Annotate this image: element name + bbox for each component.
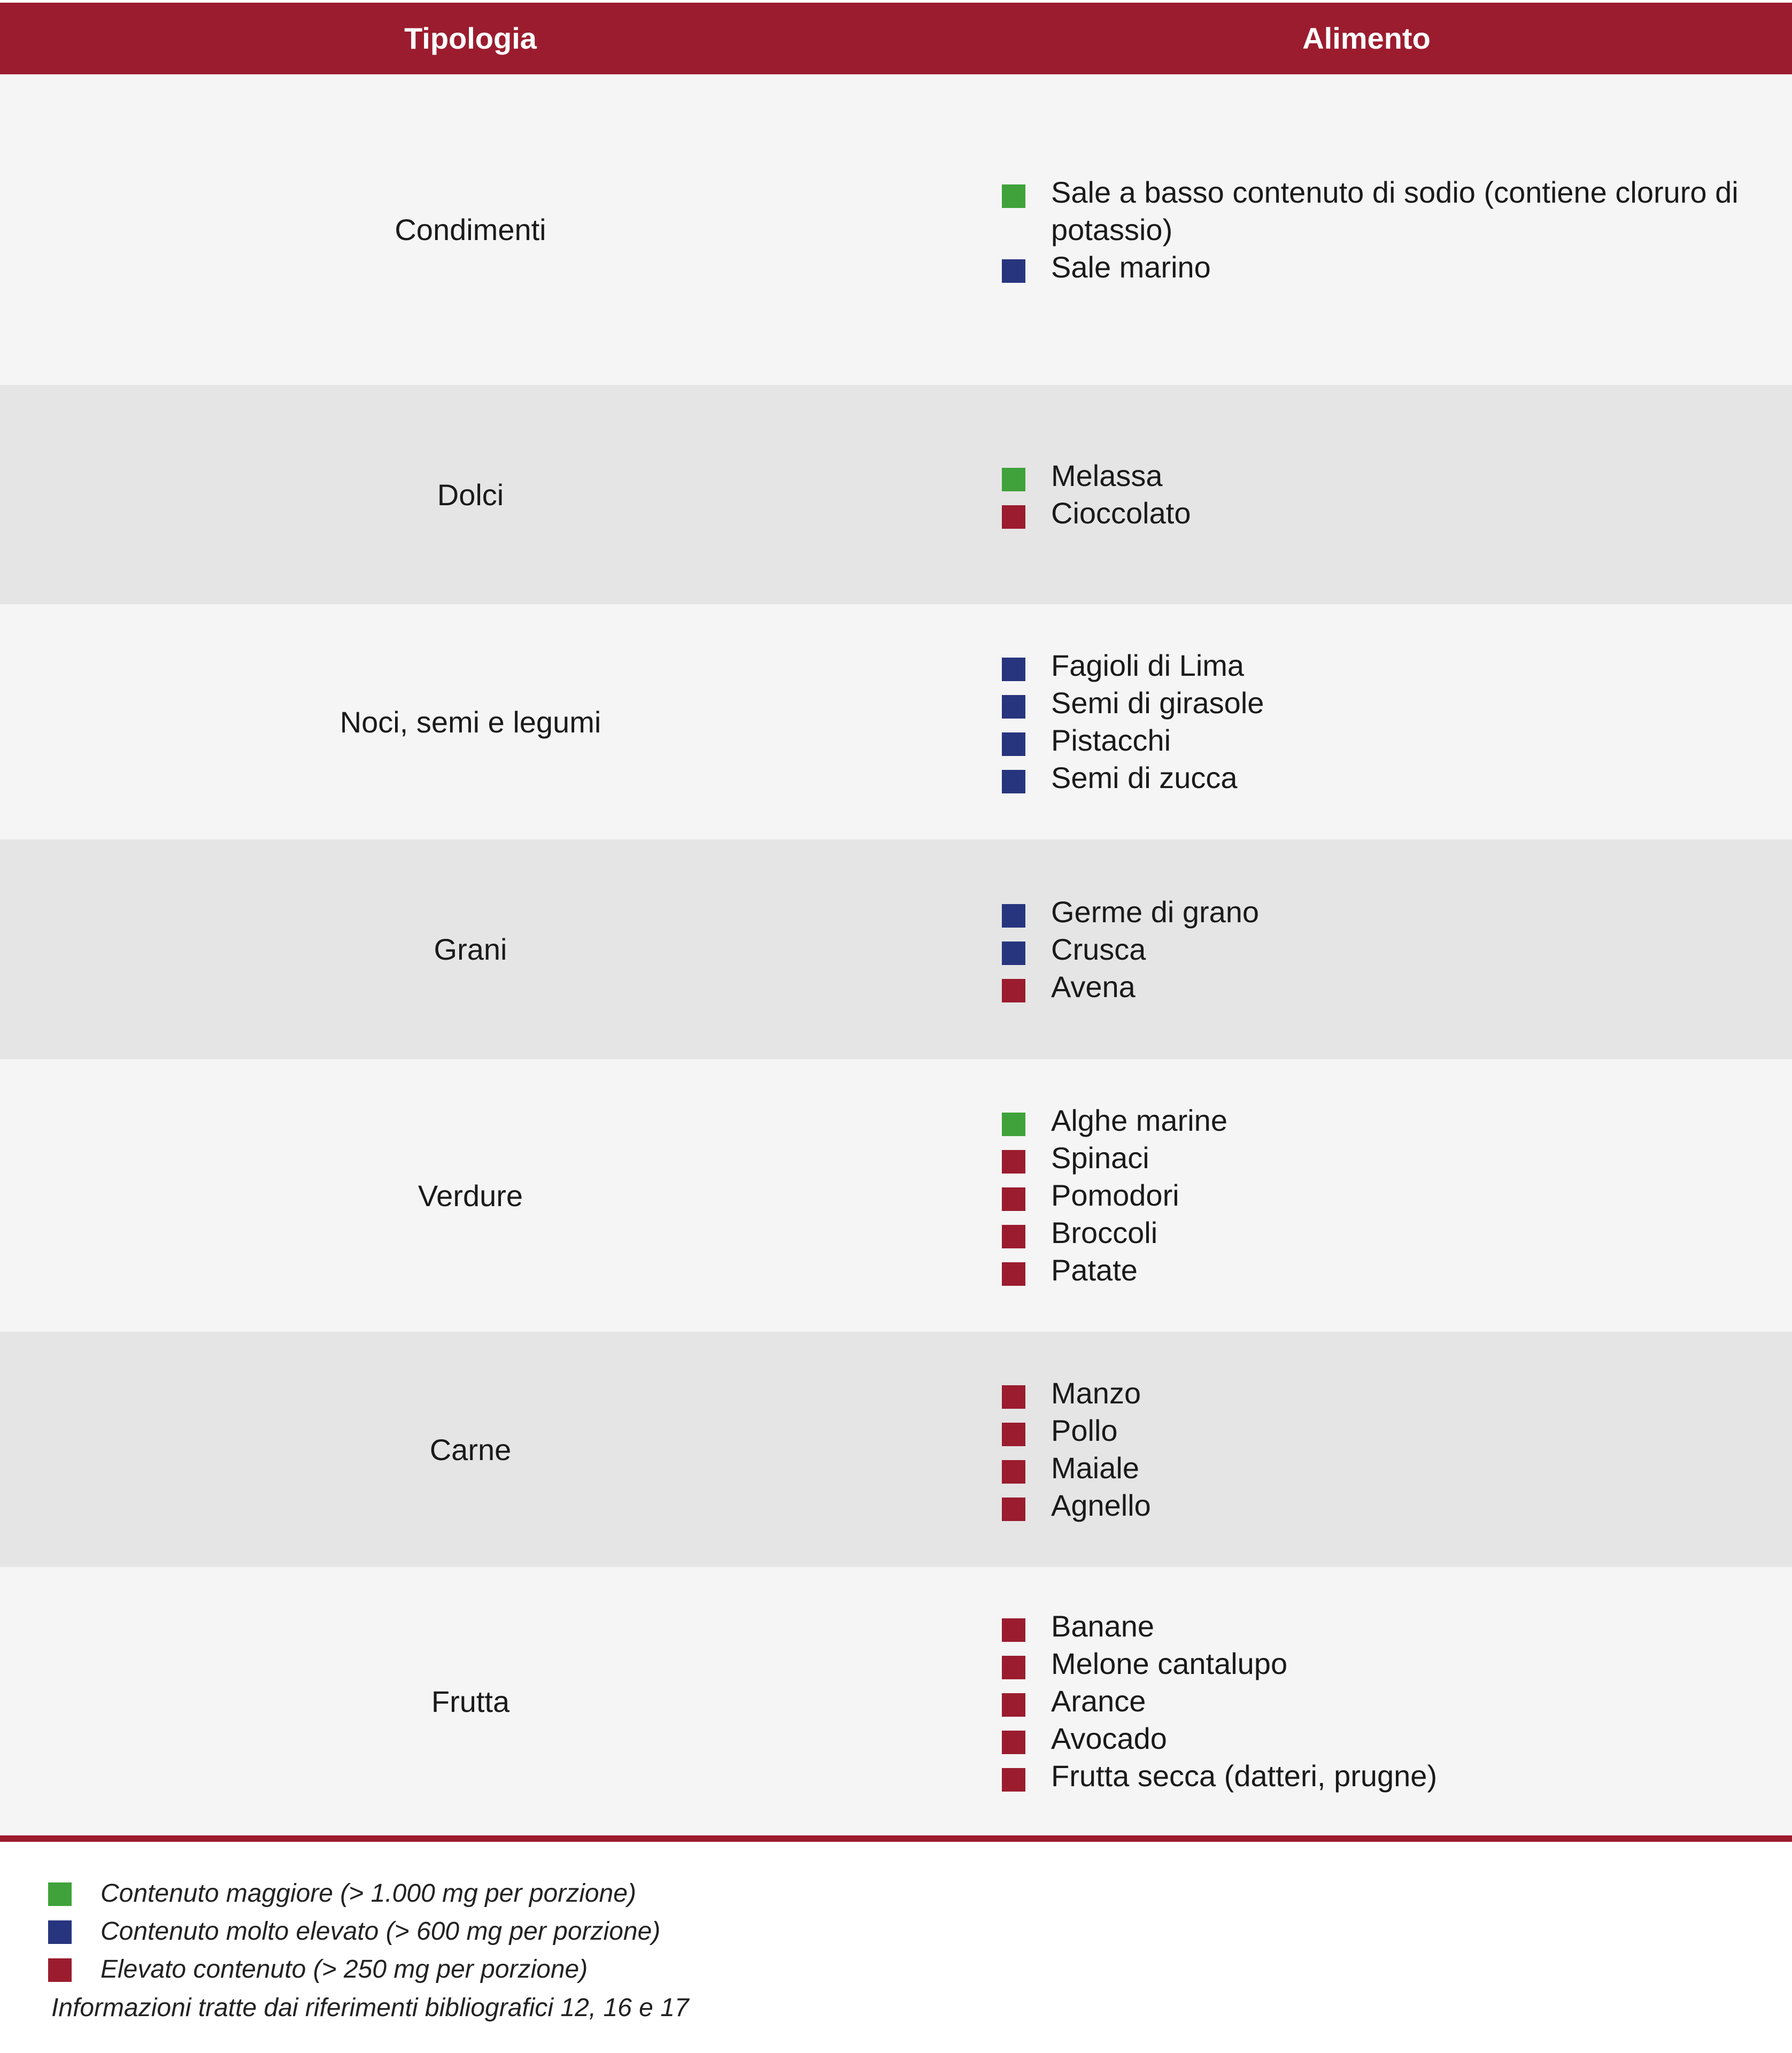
- table-row: [0, 839, 1792, 1059]
- list-item: [1002, 931, 1750, 968]
- level-square-icon: [1002, 1423, 1025, 1446]
- table-row: [0, 604, 1792, 839]
- level-square-icon: [1002, 695, 1025, 719]
- food-list: [1002, 1567, 1750, 1835]
- category-cell: Noci, semi e legumi: [339, 705, 601, 739]
- food-label: Fagioli di Lima: [1051, 649, 1245, 682]
- list-item: [1002, 249, 1750, 286]
- list-item: [1002, 1757, 1750, 1795]
- category-cell: Condimenti: [395, 213, 546, 246]
- list-item: [1002, 1720, 1750, 1757]
- level-square-icon: [1002, 184, 1025, 208]
- category-cell: Carne: [429, 1432, 512, 1467]
- list-item: [1002, 1214, 1750, 1252]
- header-alimento: Alimento: [1302, 21, 1431, 55]
- list-item: [1002, 457, 1750, 495]
- list-item: [1002, 1449, 1750, 1487]
- level-square-icon: [1002, 1187, 1025, 1211]
- category-cell: Frutta: [431, 1684, 510, 1718]
- list-item: [1002, 1177, 1750, 1214]
- food-label: Maiale: [1051, 1451, 1139, 1485]
- list-item: [1002, 893, 1750, 931]
- table-row: [0, 385, 1792, 604]
- level-square-icon: [1002, 1225, 1025, 1248]
- list-item: [1002, 722, 1750, 759]
- list-item: [1002, 1487, 1750, 1524]
- food-label: Germe di grano: [1051, 894, 1260, 929]
- food-label: Frutta secca (datteri, prugne): [1051, 1759, 1438, 1793]
- food-label: Semi di zucca: [1051, 761, 1238, 794]
- list-item: [1002, 968, 1750, 1006]
- food-label: Crusca: [1051, 932, 1146, 966]
- food-label: Avena: [1051, 969, 1136, 1004]
- level-square-icon: [1002, 505, 1025, 529]
- level-square-icon: [1002, 1113, 1025, 1136]
- source-note: Informazioni tratte dai riferimenti bibliografici 12, 16 e 17: [51, 1994, 689, 2022]
- legend-item: [48, 1874, 660, 1912]
- list-item: [1002, 759, 1750, 797]
- list-item: [1002, 1608, 1750, 1645]
- level-square-icon: [1002, 770, 1025, 793]
- list-item: [1002, 1412, 1750, 1449]
- food-label: Sale marino: [1051, 250, 1211, 284]
- food-label: Melone cantalupo: [1051, 1647, 1288, 1680]
- table-row: [0, 1332, 1792, 1567]
- food-label: Patate: [1051, 1253, 1138, 1287]
- food-label: Semi di girasole: [1051, 686, 1264, 720]
- list-item: [1002, 495, 1750, 532]
- food-label: Melassa: [1051, 459, 1163, 492]
- level-square-icon: [1002, 1768, 1025, 1792]
- table-bottom-divider: [0, 1835, 1792, 1842]
- food-list: [1002, 385, 1750, 604]
- legend-square-icon: [48, 1958, 72, 1982]
- food-list: [1002, 1332, 1750, 1567]
- level-square-icon: [1002, 658, 1025, 681]
- level-square-icon: [1002, 1150, 1025, 1174]
- table-row: [0, 1059, 1792, 1332]
- food-label: Pistacchi: [1051, 723, 1171, 757]
- legend-item: [48, 1912, 660, 1950]
- list-item: [1002, 1102, 1750, 1139]
- legend: [48, 1874, 660, 1988]
- list-item: [1002, 1252, 1750, 1289]
- food-label: Banane: [1051, 1609, 1155, 1643]
- level-square-icon: [1002, 1385, 1025, 1409]
- category-cell: Dolci: [437, 477, 504, 512]
- level-square-icon: [1002, 468, 1025, 491]
- level-square-icon: [1002, 1731, 1025, 1754]
- level-square-icon: [1002, 1656, 1025, 1679]
- category-cell: Verdure: [418, 1178, 523, 1213]
- food-list: [1002, 74, 1750, 385]
- food-label: Avocado: [1051, 1722, 1167, 1755]
- legend-square-icon: [48, 1920, 72, 1944]
- list-item: [1002, 1645, 1750, 1682]
- food-label: Agnello: [1051, 1488, 1151, 1522]
- level-square-icon: [1002, 1460, 1025, 1484]
- level-square-icon: [1002, 1262, 1025, 1286]
- list-item: [1002, 647, 1750, 684]
- list-item: [1002, 1139, 1750, 1177]
- table-row: [0, 74, 1792, 385]
- food-label: Broccoli: [1051, 1216, 1158, 1249]
- table-header: [0, 3, 1792, 74]
- category-cell: Grani: [434, 932, 507, 966]
- food-list: [1002, 839, 1750, 1059]
- legend-label: Elevato contenuto (> 250 mg per porzione): [101, 1955, 588, 1983]
- level-square-icon: [1002, 259, 1025, 283]
- list-item: [1002, 684, 1750, 722]
- level-square-icon: [1002, 1618, 1025, 1642]
- food-label: Sale a basso contenuto di sodio (contiene cloruro di potassio): [1051, 175, 1739, 246]
- food-label: Arance: [1051, 1684, 1146, 1718]
- level-square-icon: [1002, 1498, 1025, 1521]
- level-square-icon: [1002, 732, 1025, 756]
- level-square-icon: [1002, 979, 1025, 1002]
- level-square-icon: [1002, 904, 1025, 928]
- legend-label: Contenuto molto elevato (> 600 mg per porzione): [101, 1917, 661, 1946]
- table-row: [0, 1567, 1792, 1835]
- food-label: Alghe marine: [1051, 1103, 1227, 1137]
- legend-square-icon: [48, 1882, 72, 1906]
- legend-item: [48, 1950, 660, 1988]
- list-item: [1002, 1682, 1750, 1720]
- food-list: [1002, 1059, 1750, 1332]
- food-label: Pomodori: [1051, 1178, 1179, 1212]
- food-label: Spinaci: [1051, 1141, 1149, 1175]
- list-item: [1002, 174, 1750, 249]
- food-label: Pollo: [1051, 1414, 1118, 1447]
- level-square-icon: [1002, 941, 1025, 965]
- food-label: Manzo: [1051, 1376, 1141, 1410]
- level-square-icon: [1002, 1693, 1025, 1717]
- header-tipologia: Tipologia: [404, 21, 537, 55]
- list-item: [1002, 1375, 1750, 1412]
- food-list: [1002, 604, 1750, 839]
- legend-label: Contenuto maggiore (> 1.000 mg per porzione): [101, 1879, 636, 1908]
- food-label: Cioccolato: [1051, 496, 1191, 530]
